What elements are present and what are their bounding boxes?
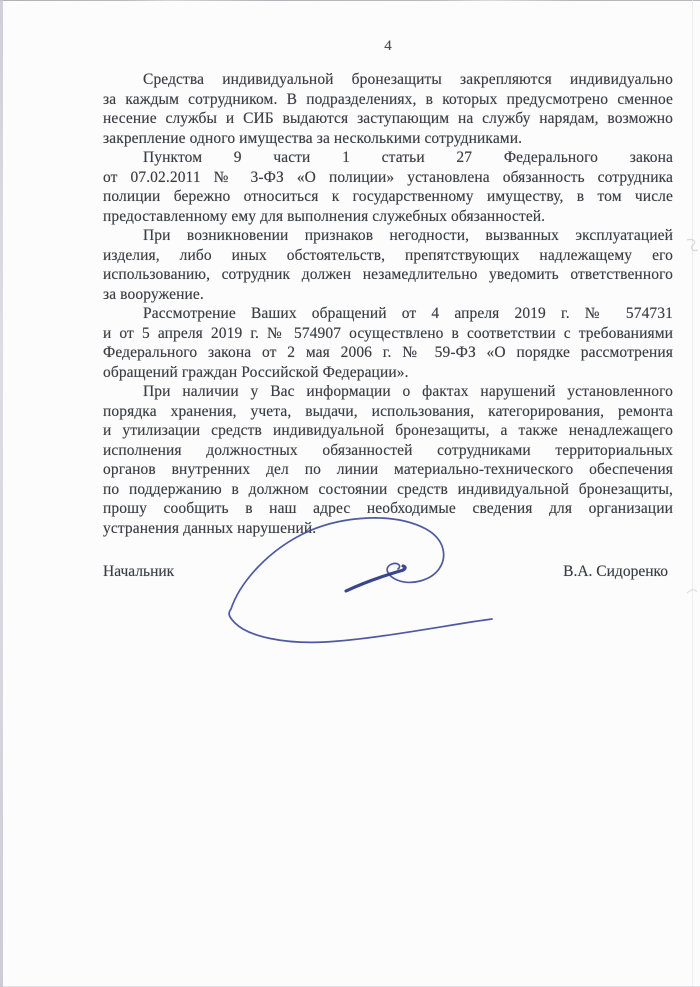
paragraph xyxy=(103,226,673,304)
paragraph-line: Средства индивидуальной бронезащиты закрепляются индивидуально xyxy=(143,71,673,88)
paragraph-line: обращений граждан Российской Федерации». xyxy=(103,363,409,381)
paragraph-line: Рассмотрение Ваших обращений от 4 апреля 2019 г. № 574731 xyxy=(143,305,673,322)
scan-edge-right xyxy=(692,0,693,987)
scan-artifact xyxy=(685,236,699,254)
paragraph-line: полиции бережно относиться к государственному имуществу, в том числе xyxy=(103,188,673,205)
paragraph-line: прошу сообщить в наш адрес необходимые сведения для организации xyxy=(103,500,673,517)
paragraph xyxy=(103,148,673,226)
paragraph-line: и утилизации средств индивидуальной бронезащиты, а также ненадлежащего xyxy=(103,422,673,439)
paragraph-line: и от 5 апреля 2019 г. № 574907 осуществлено в соответствии с требованиями xyxy=(103,324,673,342)
paragraph-line: за вооружение. xyxy=(103,285,204,303)
document-body xyxy=(103,70,673,538)
paragraph xyxy=(103,304,673,382)
scan-artifact xyxy=(686,585,698,597)
paragraph-line: При возникновении признаков негодности, вызванных эксплуатацией xyxy=(143,227,673,244)
paragraph-line: исполнения должностных обязанностей сотрудниками территориальных xyxy=(103,441,673,459)
signatory-position-label: Начальник xyxy=(103,563,175,580)
paragraph-line: При наличии у Вас информации о фактах нарушений установленного xyxy=(143,383,673,400)
paragraph-line: от 07.02.2011 № 3-ФЗ «О полиции» установлена обязанность сотрудника xyxy=(103,168,673,186)
paragraph-line: по поддержанию в должном состоянии средств индивидуальной бронезащиты, xyxy=(103,480,673,498)
paragraph-line: предоставленному ему для выполнения служебных обязанностей. xyxy=(103,207,546,225)
paragraph-line: использованию, сотрудник должен незамедлительно уведомить ответственного xyxy=(103,266,673,283)
page-number: 4 xyxy=(384,38,392,54)
paragraph-line: органов внутренних дел по линии материально-технического обеспечения xyxy=(103,461,673,478)
paragraph xyxy=(103,70,673,148)
paragraph-line: Пунктом 9 части 1 статьи 27 Федерального закона xyxy=(143,149,673,166)
scan-edge-left xyxy=(0,0,3,987)
paragraph-line: несение службы и СИБ выдаются заступающим на службу нарядам, возможно xyxy=(103,110,673,127)
signature-block xyxy=(103,562,668,582)
paragraph xyxy=(103,382,673,538)
paragraph-line: за каждым сотрудником. В подразделениях, в которых предусмотрено сменное xyxy=(103,90,673,108)
scan-edge-top xyxy=(0,0,700,1)
paragraph-line: изделия, либо иных обстоятельств, препятствующих надлежащему его xyxy=(103,246,673,264)
signatory-name: В.А. Сидоренко xyxy=(563,563,668,580)
paragraph-line: устранения данных нарушений. xyxy=(103,519,317,537)
paragraph-line: порядка хранения, учета, выдачи, использования, категорирования, ремонта xyxy=(103,402,673,420)
paragraph-line: Федерального закона от 2 мая 2006 г. № 59-ФЗ «О порядке рассмотрения xyxy=(103,344,673,361)
paragraph-line: закрепление одного имущества за несколькими сотрудниками. xyxy=(103,129,523,147)
